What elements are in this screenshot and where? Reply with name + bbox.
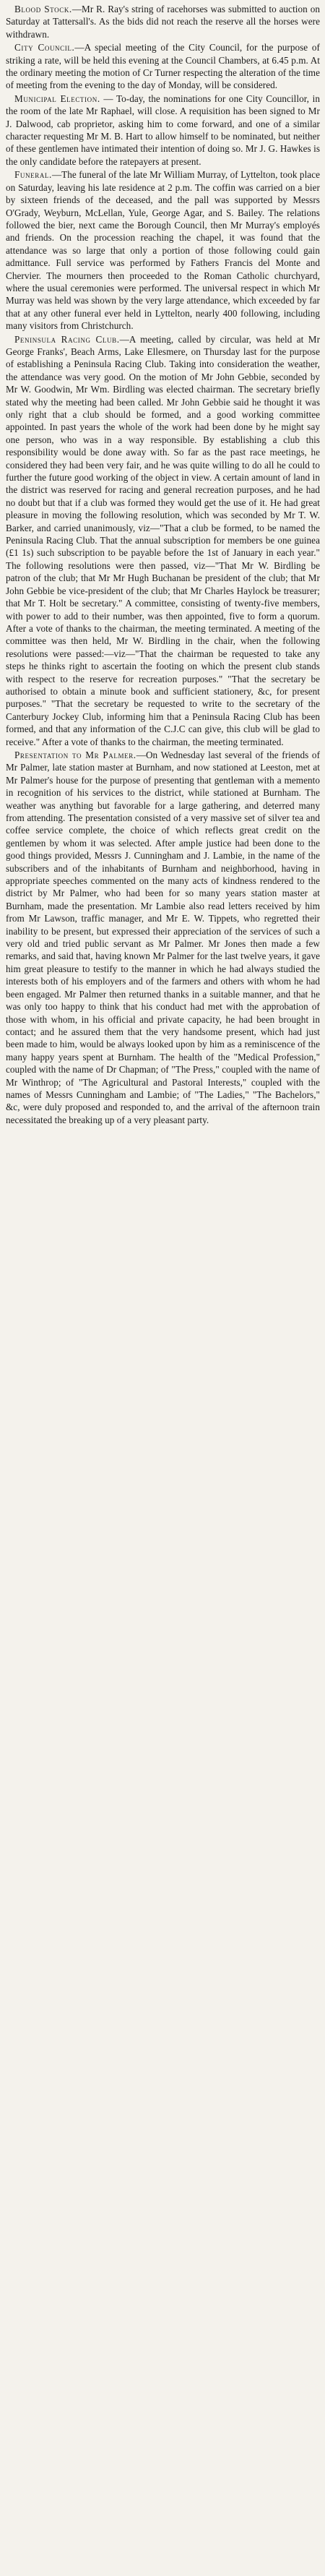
- article-paragraph: [6, 41, 320, 92]
- article-presentation-to-mr-palmer: [6, 749, 320, 1126]
- article-peninsula-racing-club: [6, 333, 320, 748]
- article-text: —Mr R. Ray's string of racehorses was submitted to auction on Saturday at Tattersall's. As the bids did not reach the reserve all the horses were withdrawn.: [6, 4, 320, 40]
- article-funeral: [6, 168, 320, 332]
- article-paragraph: [6, 93, 320, 168]
- article-text: —A special meeting of the City Council, for the purpose of striking a rate, will be held this evening at the Council Chambers, at 6.45 p.m. At the ordinary meeting the motion of Cr Turner respecting the alteration of the time of meeting from the evening to the day of Monday, will be considered.: [6, 42, 320, 91]
- article-heading: Peninsula Racing Club.: [14, 333, 120, 345]
- article-city-council: [6, 41, 320, 92]
- article-blood-stock: [6, 3, 320, 40]
- article-municipal-election: [6, 93, 320, 168]
- article-paragraph: [6, 749, 320, 1126]
- article-heading: Blood Stock.: [14, 4, 72, 14]
- article-text: — To-day, the nominations for one City Councillor, in the room of the late Mr Raphael, will close. A requisition has been signed to Mr J. Dalwood, cab proprietor, asking him to come forward, and one of a similar character requesting Mr M. B. Hart to allow himself to be nominated, but neither of these gentlemen have intimated their intention of doing so. Mr J. G. Hawkes is the only candidate before the ratepayers at present.: [6, 93, 320, 167]
- article-heading: Funeral.: [14, 169, 52, 181]
- article-heading: Presentation to Mr Palmer.: [14, 749, 136, 760]
- article-heading: Municipal Election.: [14, 93, 100, 104]
- article-paragraph: [6, 333, 320, 748]
- article-text: —The funeral of the late Mr William Murray, of Lyttelton, took place on Saturday, leaving his late residence at 2 p.m. The coffin was carried on a bier by sixteen friends of the deceased, and the pall was supported by Messrs O'Grady, Weyburn, McLellan, Yule, George Agar, and S. Bailey. The relations followed the bier, next came the Borough Council, then Mr Murray's employés and friends. On the procession reaching the chapel, it was found that the attendance was so large that only a portion of those following could gain admittance. Full service was performed by Fathers Francis del Monte and Chervier. The mourners then proceeded to the Roman Catholic churchyard, where the usual ceremonies were performed. The universal respect in which Mr Murray was held was shown by the very large attendance, which exceeded by far that at any other funeral ever held in Lyttelton, nearly 400 following, including many visitors from Christchurch.: [6, 169, 320, 332]
- article-text: —A meeting, called by circular, was held at Mr George Franks', Beach Arms, Lake Ellesmere, on Thursday last for the purpose of establishing a Peninsula Racing Club. Taking into consideration the weather, the attendance was very good. On the motion of Mr John Gebbie, seconded by Mr W. Goodwin, Mr Wm. Birdling was elected chairman. The secretary briefly stated why the meeting had been called. Mr John Gebbie said he thought it was only right that a club should be formed, and a good working committee appointed. In past years the whole of the work had been done by he might say one person, who was in a way responsible. By establishing a club this responsibility would be done away with. So far as the past race meetings, he considered they had been very fair, and he was quite willing to do all he could to further the future good working of the object in view. A certain amount of land in the district was reserved for racing and general recreation purposes, and he had no doubt but that if a club was formed they would get the use of it. He had great pleasure in moving the following resolution, which was seconded by Mr T. W. Barker, and carried unanimously, viz—"That a club be formed, to be named the Peninsula Racing Club. That the annual subscription for members be one guinea (£1 1s) such subscription to be payable before the 1st of January in each year." The following resolutions were then passed, viz—"That Mr W. Birdling be patron of the club; that Mr Mr Hugh Buchanan be president of the club; that Mr John Gebbie be vice-president of the club; that Mr Charles Haylock be treasurer; that Mr T. Holt be secretary." A committee, consisting of twenty-five members, with power to add to their number, was then appointed, five to form a quorum. After a vote of thanks to the chairman, the meeting terminated. A meeting of the committee was then held, Mr W. Birdling in the chair, when the following resolutions were passed:—viz—"That the chairman be requested to take any steps he thinks right to ascertain the footing on which the present club stands with respect to the reserve for recreation purposes." "That the secretary be authorised to obtain a minute book and sufficient stationery, &c, for present purposes." "That the secretary be requested to write to the secretary of the Canterbury Jockey Club, informing him that a Peninsula Racing Club has been formed, and that any information of the C.J.C can give, this club will be glad to receive." After a vote of thanks to the chairman, the meeting terminated.: [6, 333, 321, 747]
- article-paragraph: [6, 168, 320, 332]
- article-paragraph: [6, 3, 320, 40]
- article-text: —On Wednesday last several of the friends of Mr Palmer, late station master at Burnham, and now stationed at Leeston, met at Mr Palmer's house for the purpose of presenting that gentleman with a memento in recognition of his services to the district, while stationed at Burnham. The weather was anything but favorable for a large gathering, and deterred many from attending. The presentation consisted of a very massive set of silver tea and coffee service complete, the choice of which reflects great credit on the gentlemen by whom it was selected. After ample justice had been done to the good things provided, Messrs J. Cunningham and J. Lambie, in the name of the subscribers and of the inhabitants of Burnham and neighborhood, having in appropriate speeches commented on the many acts of kindness rendered to the district by Mr Palmer, who had been for so many years station master at Burnham, made the presentation. Mr Lambie also read letters received by him from Mr Lawson, traffic manager, and Mr E. W. Tippets, who regretted their inability to be present, but expressed their appreciation of the services of such a very old and tried public servant as Mr Palmer. Mr Jones then made a few remarks, and said that, having known Mr Palmer for the last twelve years, it gave him great pleasure to testify to the manner in which he had always studied the interests both of his employers and of the farmers and others with whom he had been engaged. Mr Palmer then returned thanks in a suitable manner, and that he was only too happy to think that his conduct had met with the approbation of those with whom, in his official and private capacity, he had been brought in contact; and he assured them that the very handsome present, which had just been made to him, would be always looked upon by him as a reminiscence of the many happy years spent at Burnham. The health of the "Medical Profession," coupled with the name of Dr Chapman; of "The Press," coupled with the name of Mr Winthrop; of "The Agricultural and Pastoral Interests," coupled with the names of Messrs Cunningham and Lambie; of "The Ladies," "The Bachelors," &c, were duly proposed and responded to, and the arrival of the afternoon train necessitated the breaking up of a very pleasant party.: [6, 749, 321, 1125]
- article-heading: City Council.: [14, 42, 75, 53]
